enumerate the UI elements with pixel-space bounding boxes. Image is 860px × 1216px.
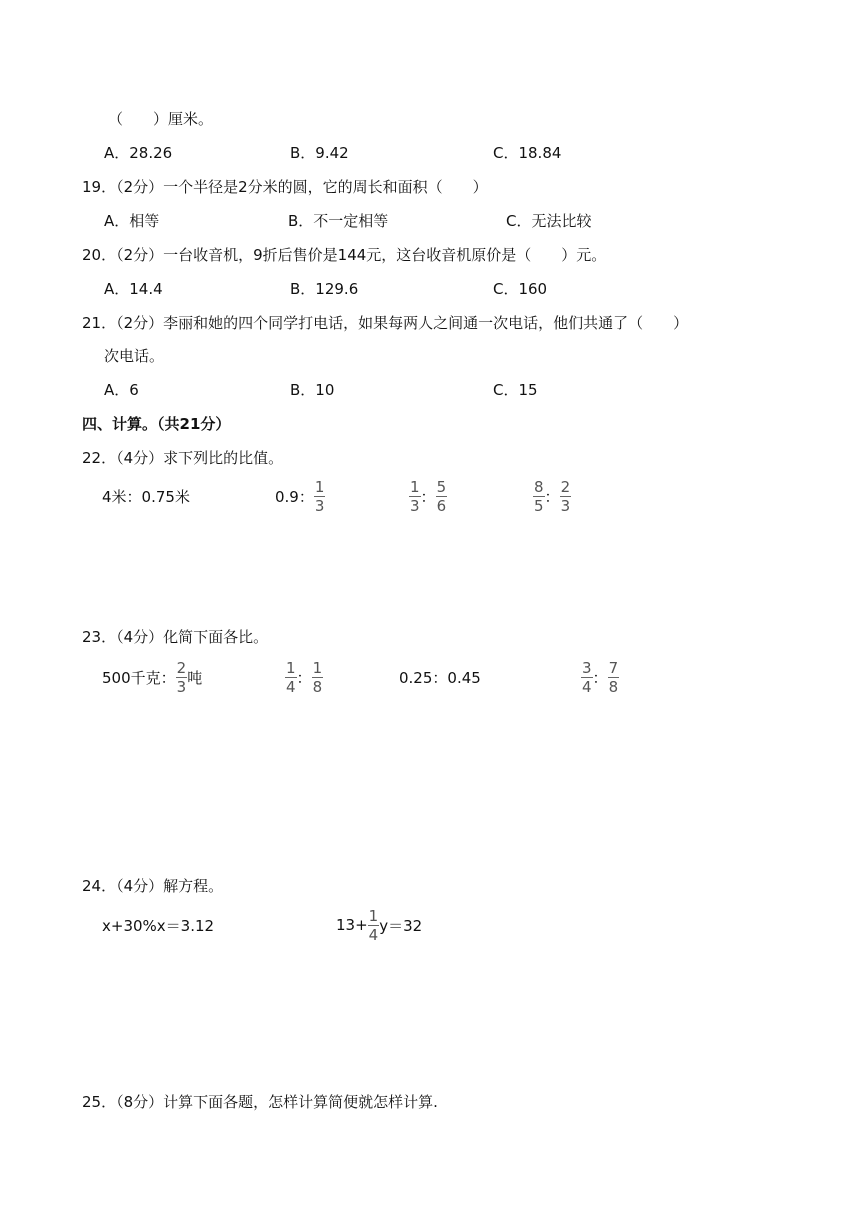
fraction: $\frac{1}{3}$ — [410, 477, 420, 515]
q18-option-a: A．28.26 — [104, 144, 173, 162]
q20-option-a: A．14.4 — [104, 280, 163, 298]
q22-expr-3: $\frac{1}{3}$ ： $\frac{5}{6}$ — [410, 477, 447, 515]
fraction: $\frac{1}{8}$ — [312, 658, 323, 696]
fraction: $\frac{1}{3}$ — [314, 477, 325, 515]
q24-equation-2: 13+ $\frac{1}{4}$ y＝32 — [336, 906, 423, 944]
q24-stem: 24．（4分）解方程。 — [82, 877, 224, 895]
q22-expr-4: $\frac{8}{5}$ ： $\frac{2}{3}$ — [534, 477, 571, 515]
q22-expr-1: 4米：0.75米 — [102, 487, 190, 506]
q19-option-a: A．相等 — [104, 212, 160, 230]
fraction: $\frac{1}{4}$ — [368, 906, 379, 944]
fraction: $\frac{2}{3}$ — [560, 477, 571, 515]
q21-stem-cont: 次电话。 — [104, 347, 165, 365]
fraction: $\frac{2}{3}$ — [176, 658, 187, 696]
q19-option-c: C．无法比较 — [506, 212, 592, 230]
q20-option-b: B．129.6 — [290, 280, 359, 298]
section-4-heading: 四、计算。（共21分） — [82, 415, 231, 433]
q23-expr-2: $\frac{1}{4}$ ： $\frac{1}{8}$ — [286, 658, 323, 696]
fraction: $\frac{5}{6}$ — [436, 477, 447, 515]
q23-expr-3: 0.25：0.45 — [399, 668, 481, 687]
q21-option-c: C．15 — [493, 381, 538, 399]
q20-option-c: C．160 — [493, 280, 548, 298]
q21-stem: 21．（2分）李丽和她的四个同学打电话，如果每两人之间通一次电话，他们共通了（ ） — [82, 314, 689, 332]
fraction: $\frac{1}{4}$ — [286, 658, 296, 696]
q18-option-c: C．18.84 — [493, 144, 562, 162]
fraction: $\frac{7}{8}$ — [608, 658, 619, 696]
q23-stem: 23．（4分）化简下面各比。 — [82, 628, 269, 646]
q22-stem: 22．（4分）求下列比的比值。 — [82, 449, 284, 467]
q19-stem: 19．（2分）一个半径是2分米的圆，它的周长和面积（ ） — [82, 178, 488, 196]
q21-option-a: A．6 — [104, 381, 139, 399]
q25-stem: 25．（8分）计算下面各题，怎样计算简便就怎样计算. — [82, 1093, 438, 1111]
q21-option-b: B．10 — [290, 381, 335, 399]
q18-option-b: B．9.42 — [290, 144, 349, 162]
q20-stem: 20．（2分）一台收音机，9折后售价是144元，这台收音机原价是（ ）元。 — [82, 246, 607, 264]
q23-expr-4: $\frac{3}{4}$ ： $\frac{7}{8}$ — [582, 658, 619, 696]
q18-stem-tail: （ ）厘米。 — [108, 110, 214, 128]
fraction: $\frac{8}{5}$ — [534, 477, 544, 515]
q23-expr-1: 500千克： $\frac{2}{3}$ 吨 — [102, 658, 203, 696]
q19-option-b: B．不一定相等 — [288, 212, 389, 230]
q22-expr-2: 0.9： $\frac{1}{3}$ — [275, 477, 325, 515]
q24-equation-1: x+30%x＝3.12 — [102, 916, 215, 935]
fraction: $\frac{3}{4}$ — [582, 658, 592, 696]
